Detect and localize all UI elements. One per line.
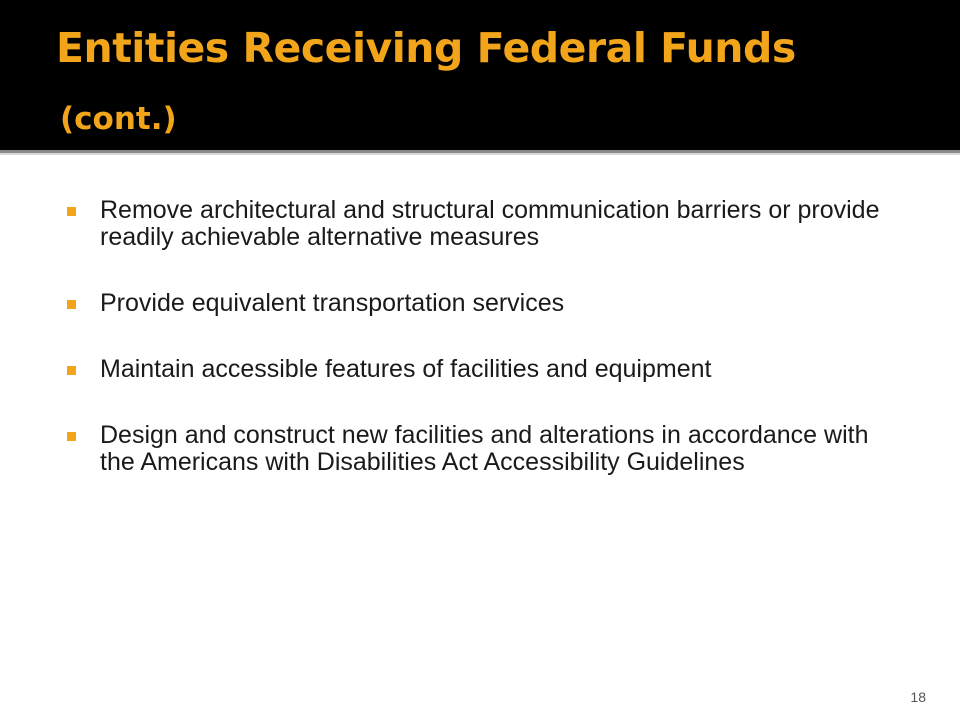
- square-bullet-icon: [67, 207, 76, 216]
- title-divider-shadow: [0, 153, 960, 155]
- title-bar: [0, 0, 960, 150]
- square-bullet-icon: [67, 366, 76, 375]
- bullet-text: Provide equivalent transportation services: [100, 289, 565, 317]
- bullet-item: [64, 356, 884, 383]
- slide-subtitle: (cont.): [60, 101, 177, 137]
- square-bullet-icon: [67, 432, 76, 441]
- bullet-text: Design and construct new facilities and alterations in accordance with the Americans with Disabilities Act Accessibility Guidelines: [100, 421, 869, 476]
- square-bullet-icon: [67, 300, 76, 309]
- slide-title: Entities Receiving Federal Funds: [56, 24, 796, 72]
- bullet-item: [64, 197, 884, 251]
- bullet-item: [64, 290, 884, 317]
- bullet-item: [64, 422, 884, 476]
- slide-number: 18: [910, 689, 926, 705]
- bullet-text: Remove architectural and structural communication barriers or provide readily achievable alternative measures: [100, 196, 880, 251]
- bullet-text: Maintain accessible features of facilities and equipment: [100, 355, 712, 383]
- bullet-list: [64, 197, 884, 515]
